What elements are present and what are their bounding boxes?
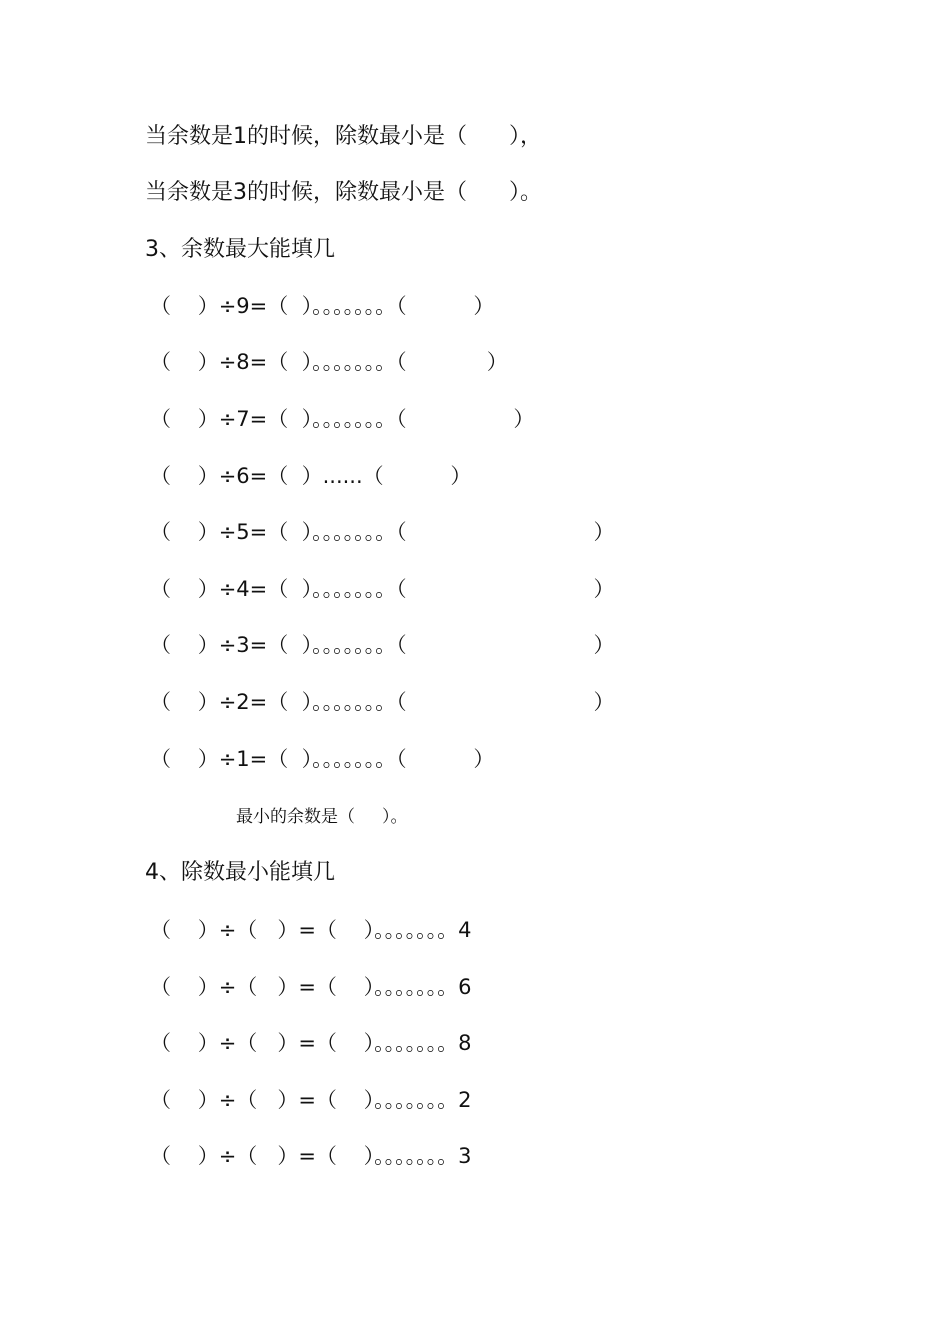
section3-row-8: （ ）÷8=（ ）。。。。。。。（ ） — [150, 350, 508, 374]
section4-row-remainder-4: （ ）÷（ ）=（ ）。。。。。。。4 — [150, 918, 472, 942]
section4-row-remainder-8: （ ）÷（ ）=（ ）。。。。。。。8 — [150, 1031, 472, 1055]
section3-row-6: （ ）÷6=（ ）......（ ） — [150, 464, 472, 488]
section3-row-1: （ ）÷1=（ ）。。。。。。。（ ） — [150, 747, 495, 771]
section3-note: 最小的余数是（ ）。 — [236, 807, 408, 827]
section3-row-7: （ ）÷7=（ ）。。。。。。。（ ） — [150, 407, 535, 431]
section3-row-2: （ ）÷2=（ ）。。。。。。。（ ） — [150, 690, 615, 714]
section3-row-3: （ ）÷3=（ ）。。。。。。。（ ） — [150, 633, 615, 657]
section4-row-remainder-2: （ ）÷（ ）=（ ）。。。。。。。2 — [150, 1088, 472, 1112]
intro-line-1: 当余数是1的时候，除数最小是（ ）， — [145, 124, 542, 149]
section3-row-9: （ ）÷9=（ ）。。。。。。。（ ） — [150, 294, 495, 318]
section3-heading: 3、余数最大能填几 — [145, 237, 335, 262]
section4-row-remainder-3: （ ）÷（ ）=（ ）。。。。。。。3 — [150, 1144, 472, 1168]
section4-row-remainder-6: （ ）÷（ ）=（ ）。。。。。。。6 — [150, 975, 472, 999]
section3-row-5: （ ）÷5=（ ）。。。。。。。（ ） — [150, 520, 615, 544]
section3-row-4: （ ）÷4=（ ）。。。。。。。（ ） — [150, 577, 615, 601]
section4-heading: 4、除数最小能填几 — [145, 860, 335, 885]
intro-line-2: 当余数是3的时候，除数最小是（ ）。 — [145, 180, 542, 205]
